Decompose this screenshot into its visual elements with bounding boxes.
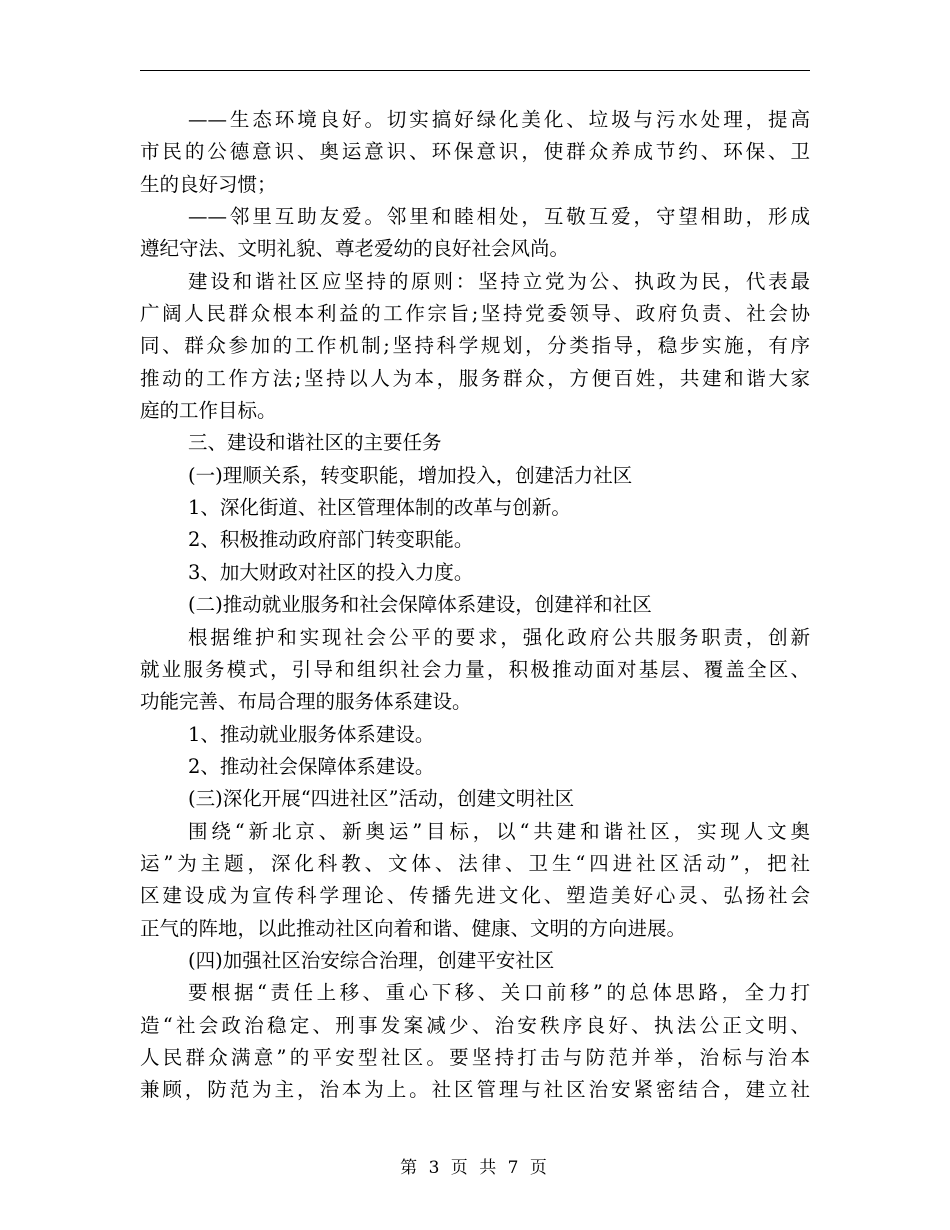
text-line: 区建设成为宣传科学理论、传播先进文化、塑造美好心灵、弘扬社会 — [140, 884, 810, 908]
text-line: 功能完善、布局合理的服务体系建设。 — [140, 690, 472, 714]
text-line: (一)理顺关系，转变职能，增加投入，创建活力社区 — [188, 463, 633, 487]
text-line: 广阔人民群众根本利益的工作宗旨;坚持党委领导、政府负责、社会协 — [140, 302, 810, 326]
text-line: ——邻里互助友爱。邻里和睦相处，互敬互爱，守望相助，形成 — [188, 205, 810, 229]
text-line: 3、加大财政对社区的投入力度。 — [188, 560, 474, 584]
page-number-footer: 第 3 页 共 7 页 — [400, 1158, 550, 1178]
text-line: (四)加强社区治安综合治理，创建平安社区 — [188, 948, 555, 972]
text-line: 三、建设和谐社区的主要任务 — [188, 431, 442, 455]
text-line: 运”为主题，深化科教、文体、法律、卫生“四进社区活动”，把社 — [140, 851, 810, 875]
text-line: 人民群众满意”的平安型社区。要坚持打击与防范并举，治标与治本 — [140, 1045, 810, 1069]
text-line: 遵纪守法、文明礼貌、尊老爱幼的良好社会风尚。 — [140, 237, 570, 261]
text-line: 庭的工作目标。 — [140, 399, 277, 423]
header-rule — [140, 70, 810, 71]
text-line: 同、群众参加的工作机制;坚持科学规划，分类指导，稳步实施，有序 — [140, 334, 810, 358]
text-line: 生的良好习惯； — [140, 172, 277, 196]
text-line: 1、推动就业服务体系建设。 — [188, 722, 435, 746]
document-body — [140, 104, 810, 1107]
text-line: 建设和谐社区应坚持的原则：坚持立党为公、执政为民，代表最 — [188, 269, 810, 293]
text-line: 2、积极推动政府部门转变职能。 — [188, 528, 474, 552]
text-line: 市民的公德意识、奥运意识、环保意识，使群众养成节约、环保、卫 — [140, 140, 810, 164]
text-line: 要根据“责任上移、重心下移、关口前移”的总体思路，全力打 — [188, 981, 810, 1005]
text-line: 正气的阵地，以此推动社区向着和谐、健康、文明的方向进展。 — [140, 916, 687, 940]
text-line: (三)深化开展“四进社区”活动，创建文明社区 — [188, 787, 575, 811]
text-line: 造“社会政治稳定、刑事发案减少、治安秩序良好、执法公正文明、 — [140, 1013, 810, 1037]
text-line: 就业服务模式，引导和组织社会力量，积极推动面对基层、覆盖全区、 — [140, 657, 810, 681]
text-line: 根据维护和实现社会公平的要求，强化政府公共服务职责，创新 — [188, 625, 810, 649]
text-line: 推动的工作方法;坚持以人为本，服务群众，方便百姓，共建和谐大家 — [140, 366, 810, 390]
text-line: 2、推动社会保障体系建设。 — [188, 754, 435, 778]
text-line: 围绕“新北京、新奥运”目标，以“共建和谐社区，实现人文奥 — [188, 819, 810, 843]
text-line: ——生态环境良好。切实搞好绿化美化、垃圾与污水处理，提高 — [188, 108, 810, 131]
text-line: 兼顾，防范为主，治本为上。社区管理与社区治安紧密结合，建立社 — [140, 1078, 810, 1102]
text-line: 1、深化街道、社区管理体制的改革与创新。 — [188, 496, 571, 520]
text-line: (二)推动就业服务和社会保障体系建设，创建祥和社区 — [188, 593, 652, 617]
